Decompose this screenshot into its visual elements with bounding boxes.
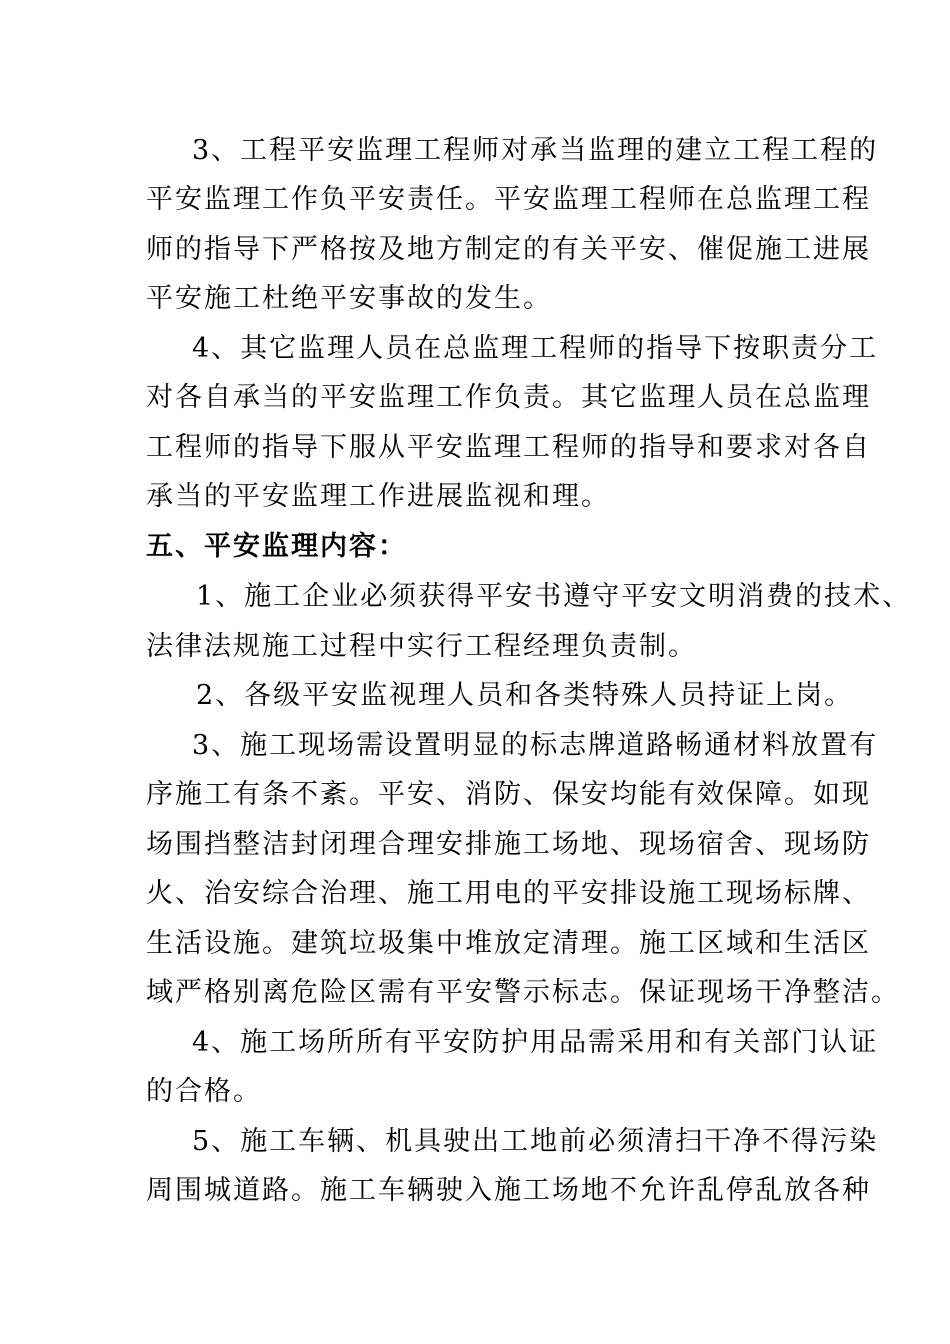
item-5-line-1: 5、施工车辆、机具驶出工地前必须清扫干净不得污染 [192,1126,879,1157]
item-1-line-2: 法律法规施工过程中实行工程经理负责制。 [146,631,697,662]
paragraph-4-line-1: 4、其它监理人员在总监理工程师的指导下按职责分工 [192,333,879,364]
item-5-line-2: 周围城道路。施工车辆驶入施工场地不允许乱停乱放各种 [146,1175,871,1206]
item-2-line-1: 2、各级平安监视理人员和各类特殊人员持证上岗。 [196,680,854,711]
item-4-line-2: 的合格。 [146,1076,262,1107]
paragraph-4-line-2: 对各自承当的平安监理工作负责。其它监理人员在总监理 [146,382,871,413]
paragraph-3-line-1: 3、工程平安监理工程师对承当监理的建立工程工程的 [192,135,879,166]
paragraph-4-line-3: 工程师的指导下服从平安监理工程师的指导和要求对各自 [146,432,871,463]
item-3-line-4: 火、治安综合治理、施工用电的平安排设施工现场标牌、 [146,878,871,909]
paragraph-3-line-2: 平安监理工作负平安责任。平安监理工程师在总监理工程 [146,184,871,215]
paragraph-3-line-4: 平安施工杜绝平安事故的发生。 [146,283,552,314]
item-3-line-3: 场围挡整洁封闭理合理安排施工场地、现场宿舍、现场防 [146,829,871,860]
item-3-line-6: 域严格别离危险区需有平安警示标志。保证现场干净整洁。 [146,977,900,1008]
item-3-line-1: 3、施工现场需设置明显的标志牌道路畅通材料放置有 [192,730,879,761]
item-3-line-2: 序施工有条不紊。平安、消防、保安均能有效保障。如现 [146,779,871,810]
paragraph-3-line-3: 师的指导下严格按及地方制定的有关平安、催促施工进展 [146,234,871,265]
item-4-line-1: 4、施工场所所有平安防护用品需采用和有关部门认证 [192,1027,879,1058]
paragraph-4-line-4: 承当的平安监理工作进展监视和理。 [146,481,610,512]
item-1-line-1: 1、施工企业必须获得平安书遵守平安文明消费的技术、 [196,581,912,612]
section-heading-5: 五、平安监理内容： [146,531,407,562]
item-3-line-5: 生活设施。建筑垃圾集中堆放定清理。施工区域和生活区 [146,928,871,959]
